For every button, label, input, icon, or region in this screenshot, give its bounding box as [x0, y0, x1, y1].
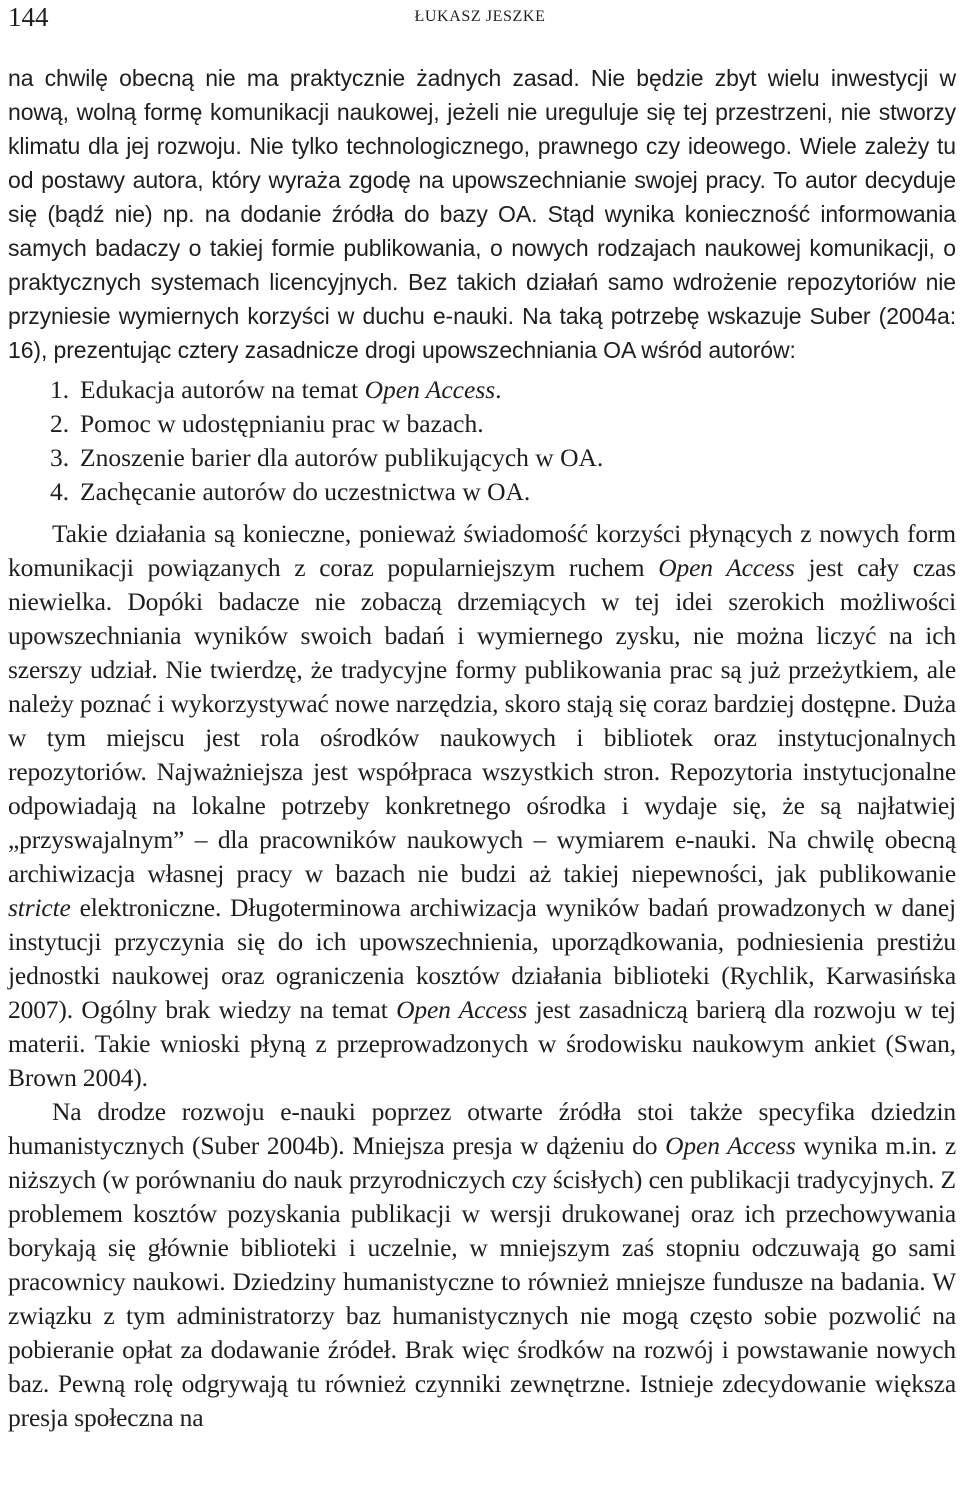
paragraph-2 — [8, 517, 956, 1095]
list-text-after: . — [495, 375, 502, 404]
list-number: 1. — [50, 375, 70, 404]
list-item — [8, 407, 956, 441]
paragraph-3-text: Na drodze rozwoju e-nauki poprzez otwarte źródła stoi także specyfika dziedzin humanistycznych (Suber 2004b). Mniejsza presja w dążeniu do — [8, 1097, 956, 1160]
list-number: 4. — [50, 477, 70, 506]
paragraph-2-text: jest zasadniczą barierą dla rozwoju w tej materii. Takie wnioski płyną z przeprowadzonych w środowisku naukowym ankiet (Swan, Brown 2004). — [8, 995, 956, 1092]
list-number: 2. — [50, 409, 70, 438]
paragraph-2-italic: Open Access — [396, 995, 528, 1024]
paragraph-3-text: wynika m.in. z niższych (w porównaniu do nauk przyrodniczych czy ścisłych) cen publikacji tradycyjnych. Z problemem kosztów pozyskania publikacji w wersji drukowanej oraz ich przechowywania borykają się głównie biblioteki i uczelnie, w mniejszym zaś stopniu odczuwają go sami pracownicy naukowi. Dziedziny humanistyczne to również mniejsze fundusze na badania. W związku z tym administratorzy baz humanistycznych nie mogą często sobie pozwolić na pobieranie opłat za dodawanie źródeł. Brak więc środków na rozwój i powstawanie nowych baz. Pewną rolę odgrywają tu również czynniki zewnętrzne. Istnieje zdecydowanie większa presja społeczna na — [8, 1131, 956, 1432]
paragraph-2-italic: Open Access — [658, 553, 795, 582]
paragraph-2-text: Takie działania są konieczne, ponieważ świadomość korzyści płynących z nowych form komunikacji powiązanych z coraz popularniejszym ruchem — [8, 519, 956, 582]
numbered-list — [8, 373, 956, 509]
list-item — [8, 373, 956, 407]
list-number: 3. — [50, 443, 70, 472]
paragraph-2-italic: stricte — [8, 893, 71, 922]
list-item — [8, 441, 956, 475]
list-italic: Open Access — [364, 375, 496, 404]
paragraph-2-text: jest cały czas niewielka. Dopóki badacze nie zobaczą drzemiących w tej idei szerokich możliwości upowszechniania wyników swoich badań i wymiernego zysku, nie można liczyć na ich szerszy udział. Nie twierdzę, że tradycyjne formy publikowania prac są już przeżytkiem, ale należy poznać i wykorzystywać nowe narzędzia, skoro stają się coraz bardziej dostępne. Duża w tym miejscu jest rola ośrodków naukowych i bibliotek oraz instytucjonalnych repozytoriów. Najważniejsza jest współpraca wszystkich stron. Repozytoria instytucjonalne odpowiadają na lokalne potrzeby konkretnego ośrodka i wydaje się, że są najłatwiej „przyswajalnym” – dla pracowników naukowych – wymiarem e-nauki. Na chwilę obecną archiwizacja własnej pracy w bazach nie budzi aż takiej niepewności, jak publikowanie — [8, 553, 956, 888]
paragraph-1: na chwilę obecną nie ma praktycznie żadnych zasad. Nie będzie zbyt wielu inwestycji w nową, wolną formę komunikacji naukowej, jeżeli nie ureguluje się tej przestrzeni, nie stworzy klimatu dla jej rozwoju. Nie tylko technologicznego, prawnego czy ideowego. Wiele zależy tu od postawy autora, który wyraża zgodę na upowszechnianie swojej pracy. To autor decyduje się (bądź nie) np. na dodanie źródła do bazy OA. Stąd wynika konieczność informowania samych badaczy o takiej formie publikowania, o nowych rodzajach naukowej komunikacji, o praktycznych systemach licencyjnych. Bez takich działań samo wdrożenie repozytoriów nie przyniesie wymiernych korzyści w duchu e-nauki. Na taką potrzebę wskazuje Suber (2004a: 16), prezentując cztery zasadnicze drogi upowszechniania OA wśród autorów: — [8, 65, 956, 363]
running-head: ŁUKASZ JESZKE — [414, 8, 546, 25]
page-number: 144 — [8, 2, 49, 32]
paragraph-3 — [8, 1095, 956, 1435]
paragraph-2-text: elektroniczne. Długoterminowa archiwizacja wyników badań prowadzonych w danej instytucji przyczynia się do ich upowszechnienia, uporządkowania, podniesienia prestiżu jednostki naukowej oraz ograniczenia kosztów działania biblioteki (Rychlik, Karwasińska 2007). Ogólny brak wiedzy na temat — [8, 893, 956, 1024]
paragraph-3-italic: Open Access — [665, 1131, 796, 1160]
list-text: Zachęcanie autorów do uczestnictwa w OA. — [80, 477, 531, 506]
list-item — [8, 475, 956, 509]
page-body — [8, 61, 956, 1435]
list-text: Pomoc w udostępnianiu prac w bazach. — [80, 409, 484, 438]
list-text: Edukacja autorów na temat — [80, 375, 365, 404]
list-text: Znoszenie barier dla autorów publikujących w OA. — [80, 443, 604, 472]
